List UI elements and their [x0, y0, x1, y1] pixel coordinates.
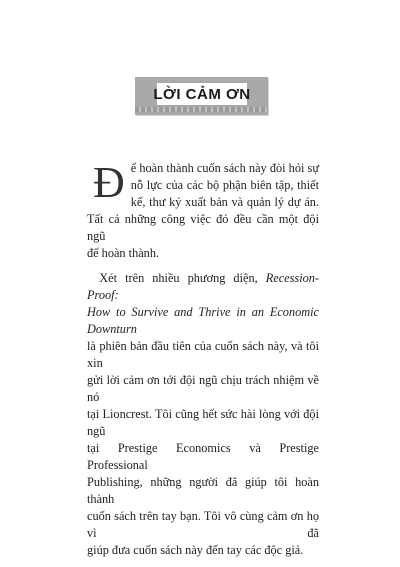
- paragraph-1: [87, 160, 319, 262]
- paragraph-1-line-4: Tất cả những công việc đó đều cần một đội ngũ: [87, 212, 319, 243]
- paragraph-2: [87, 270, 319, 559]
- paragraph-1-line-5: để hoàn thành.: [87, 246, 160, 260]
- banner-dotted-stripe: [135, 107, 268, 112]
- chapter-body: [87, 160, 319, 567]
- paragraph-2-line-5: tại Lioncrest. Tôi cũng hết sức hài lòng với đội ngũ: [87, 407, 319, 438]
- paragraph-1-line-2: nỗ lực của các bộ phận biên tập, thiết: [130, 178, 319, 192]
- drop-cap: Đ: [93, 158, 125, 207]
- paragraph-2-line-9: giúp đưa cuốn sách này đến tay các độc giả.: [87, 543, 304, 557]
- paragraph-2-line-7: Publishing, những người đã giúp tôi hoàn thành: [87, 475, 319, 506]
- book-title-part-1: Recession-Proof:: [87, 271, 319, 302]
- paragraph-2-lead: Xét trên nhiều phương diện,: [99, 271, 266, 285]
- chapter-title: LỜI CẢM ƠN: [153, 85, 251, 103]
- paragraph-1-line-1: ể hoàn thành cuốn sách này đòi hỏi sự: [130, 161, 319, 175]
- paragraph-1-line-3: kế, thư ký xuất bản và quản lý dự án.: [130, 195, 319, 209]
- paragraph-2-line-4: gửi lời cảm ơn tới đội ngũ chịu trách nhiệm về nó: [87, 373, 319, 404]
- chapter-banner-label: [153, 83, 251, 105]
- paragraph-2-line-3: là phiên bản đầu tiên của cuốn sách này, và tôi xin: [87, 339, 319, 370]
- paragraph-2-line-1: [87, 270, 319, 304]
- chapter-banner: [135, 77, 268, 115]
- book-title-part-2: How to Survive and Thrive in an Economic Downturn: [87, 305, 319, 336]
- paragraph-2-line-6: tại Prestige Economics và Prestige Professional: [87, 441, 319, 472]
- paragraph-2-line-8: cuốn sách trên tay bạn. Tôi vô cùng cảm ơn họ vì đã: [87, 509, 319, 540]
